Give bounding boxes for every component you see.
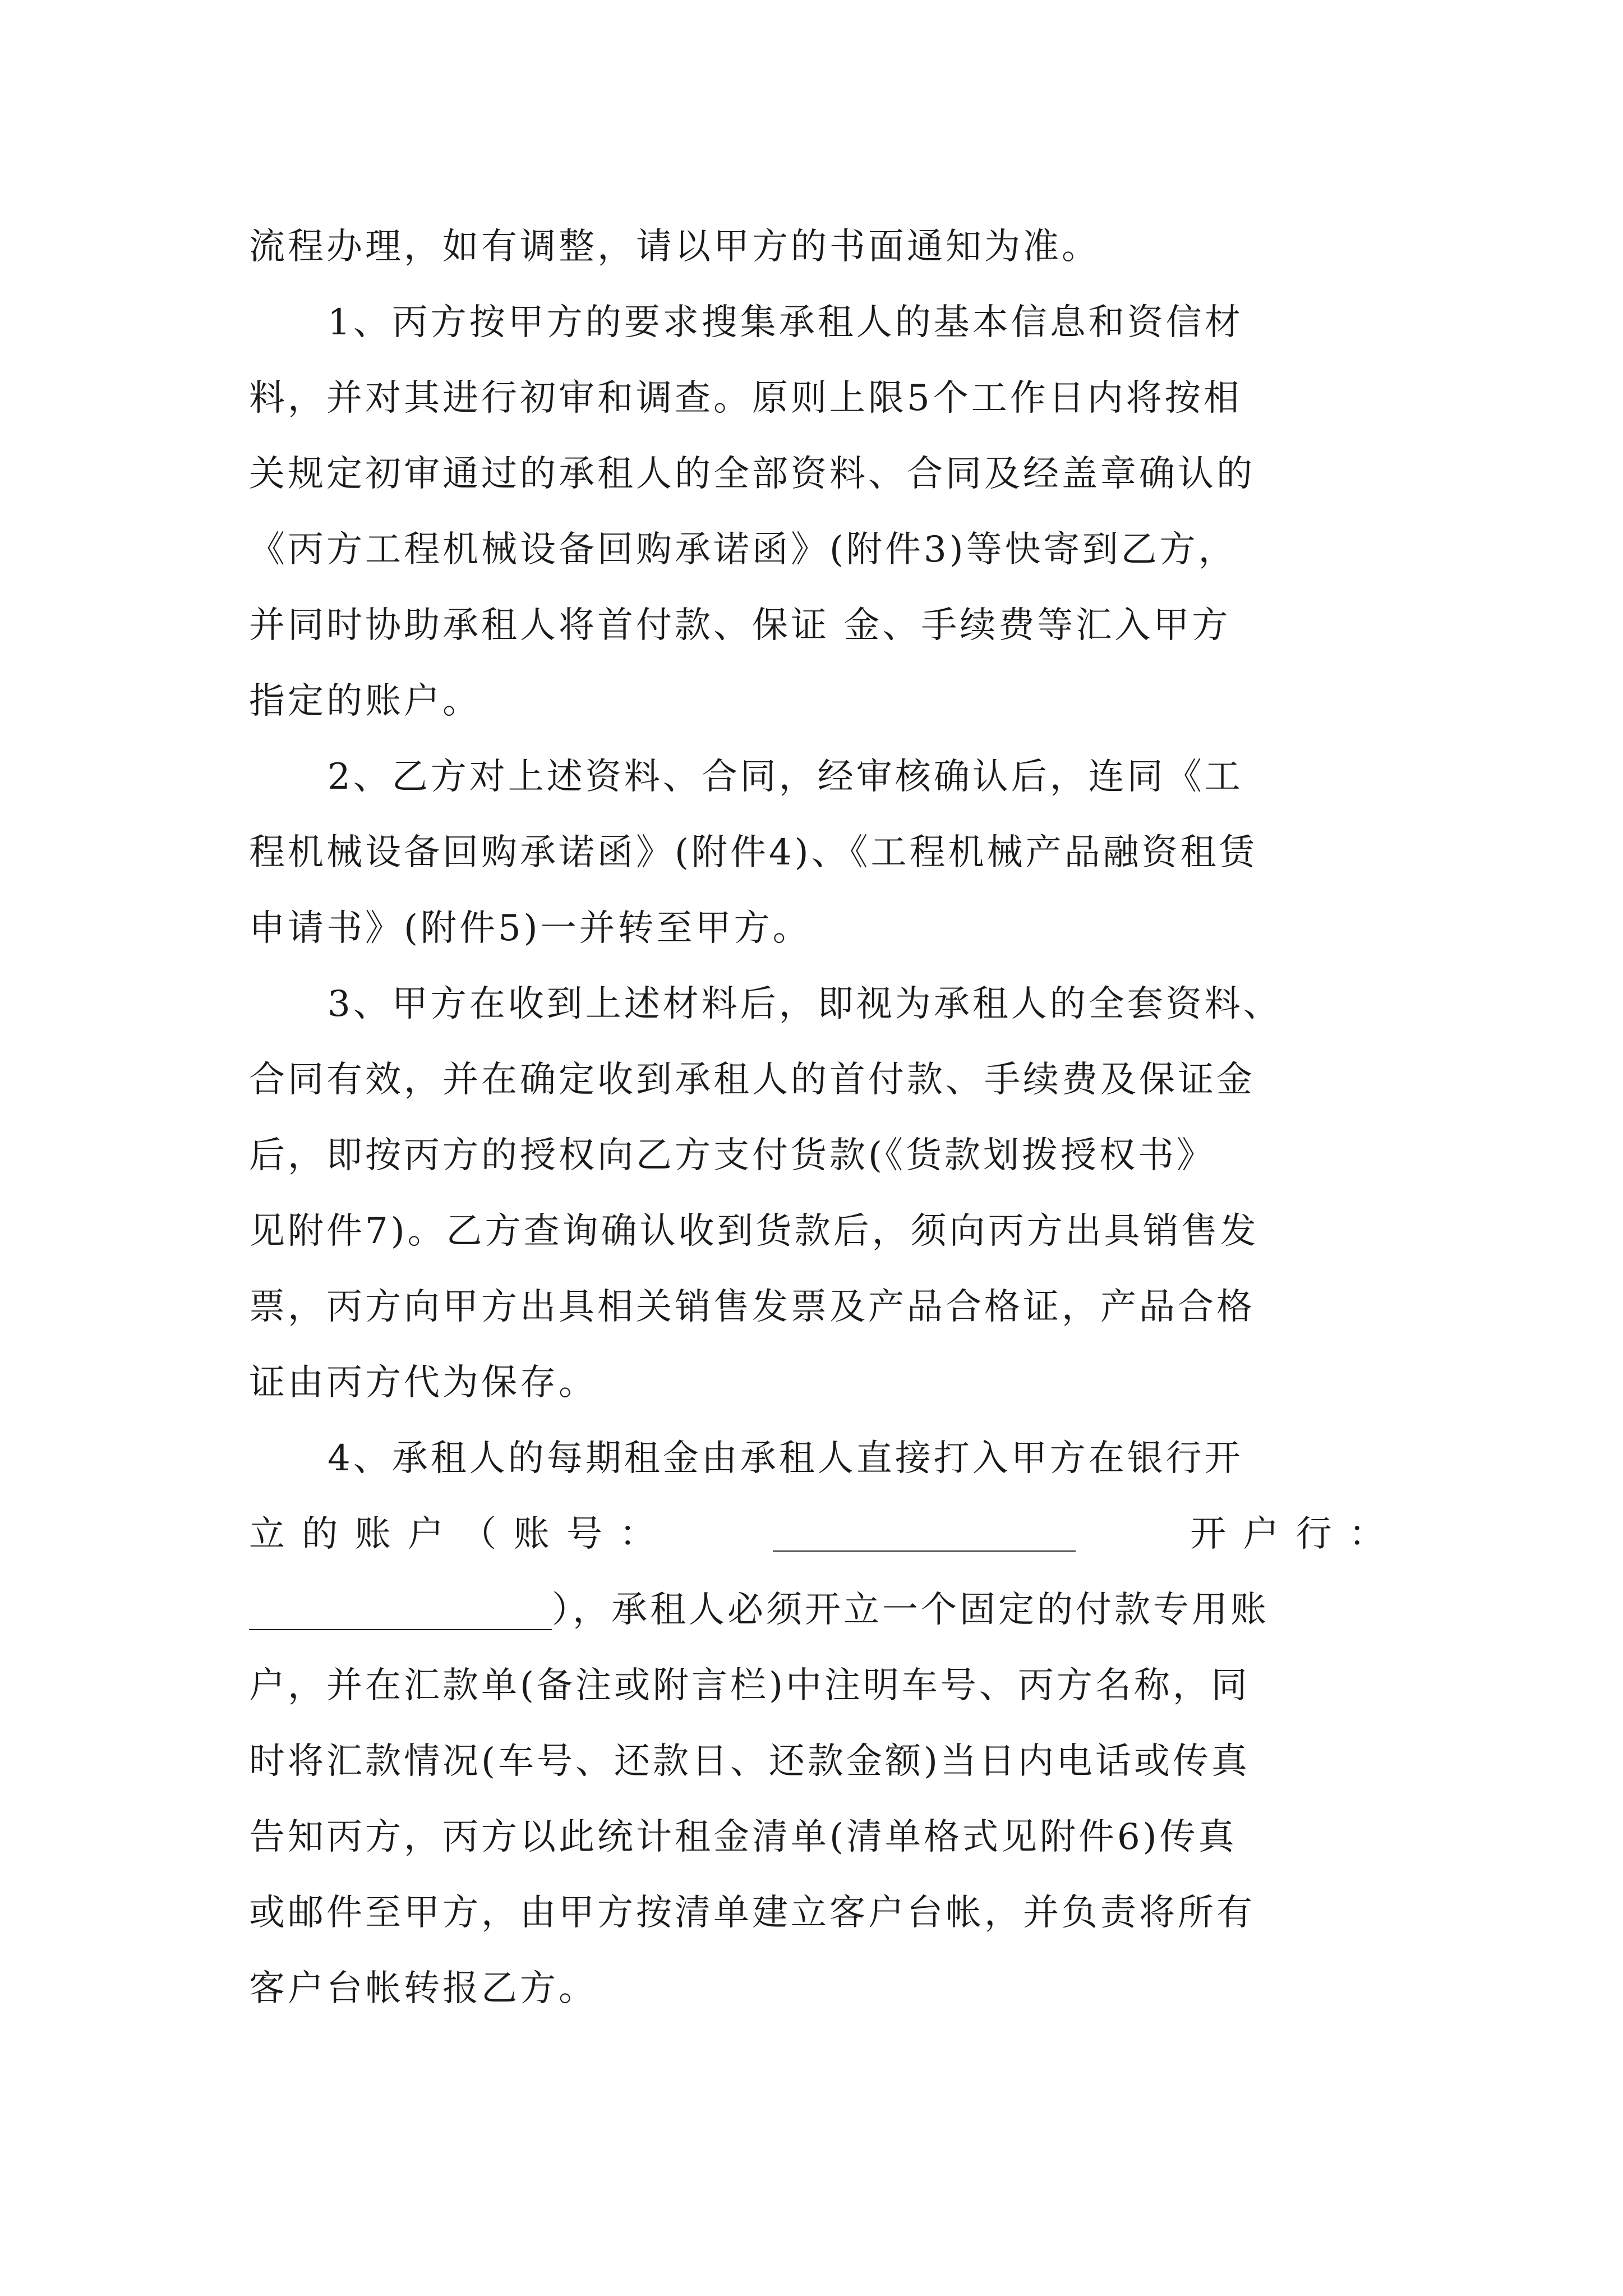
text-line: 申请书》(附件5)一并转至甲方。 <box>249 908 811 949</box>
text-line: 并同时协助承租人将首付款、保证 金、手续费等汇入甲方 <box>249 605 1231 646</box>
text-line: 时将汇款情况(车号、还款日、还款金额)当日内电话或传真 <box>249 1741 1250 1782</box>
account-line <box>249 1503 1387 1565</box>
text-line: 程机械设备回购承诺函》(附件4)、《工程机械产品融资租赁 <box>249 832 1258 873</box>
text-line: 关规定初审通过的承租人的全部资料、合同及经盖章确认的 <box>249 453 1255 495</box>
account-number-label: 立 的 账 户 （ 账 号 ： <box>249 1513 658 1555</box>
text-line: 或邮件至甲方，由甲方按清单建立客户台帐，并负责将所有 <box>249 1892 1255 1934</box>
text-line: 《丙方工程机械设备回购承诺函》(附件3)等快寄到乙方， <box>249 529 1237 570</box>
text-line: 合同有效，并在确定收到承租人的首付款、手续费及保证金 <box>249 1059 1255 1101</box>
account-number-blank[interactable] <box>773 1517 1076 1552</box>
text-line: 告知丙方，丙方以此统计租金清单(清单格式见附件6)传真 <box>249 1816 1237 1858</box>
text-line: 见附件7)。乙方查询确认收到货款后，须向丙方出具销售发 <box>249 1211 1259 1252</box>
bank-name-blank[interactable] <box>249 1595 552 1630</box>
text-line: 票，丙方向甲方出具相关销售发票及产品合格证，产品合格 <box>249 1286 1255 1328</box>
text-line: 后，即按丙方的授权向乙方支付货款(《货款划拨授权书》 <box>249 1135 1215 1176</box>
bank-label: 开 户 行 ： <box>1189 1513 1387 1555</box>
text-line: 证由丙方代为保存。 <box>249 1362 597 1404</box>
text-line: 料，并对其进行初审和调查。原则上限5个工作日内将按相 <box>249 378 1242 419</box>
continuation-text: ），承租人必须开立一个固定的付款专用账 <box>552 1589 1269 1631</box>
text-line: 流程办理，如有调整，请以甲方的书面通知为准。 <box>249 226 1100 268</box>
text-line: 指定的账户。 <box>249 680 481 722</box>
text-line: 1、丙方按甲方的要求搜集承租人的基本信息和资信材 <box>328 302 1243 343</box>
text-line: 4、承租人的每期租金由承租人直接打入甲方在银行开 <box>328 1438 1243 1479</box>
text-line: 2、乙方对上述资料、合同，经审核确认后，连同《工 <box>328 756 1243 798</box>
continuation-line <box>249 1579 1387 1641</box>
text-line: 客户台帐转报乙方。 <box>249 1968 597 2009</box>
text-line: 3、甲方在收到上述材料后，即视为承租人的全套资料、 <box>328 983 1282 1025</box>
text-line: 户，并在汇款单(备注或附言栏)中注明车号、丙方名称，同 <box>249 1665 1250 1706</box>
